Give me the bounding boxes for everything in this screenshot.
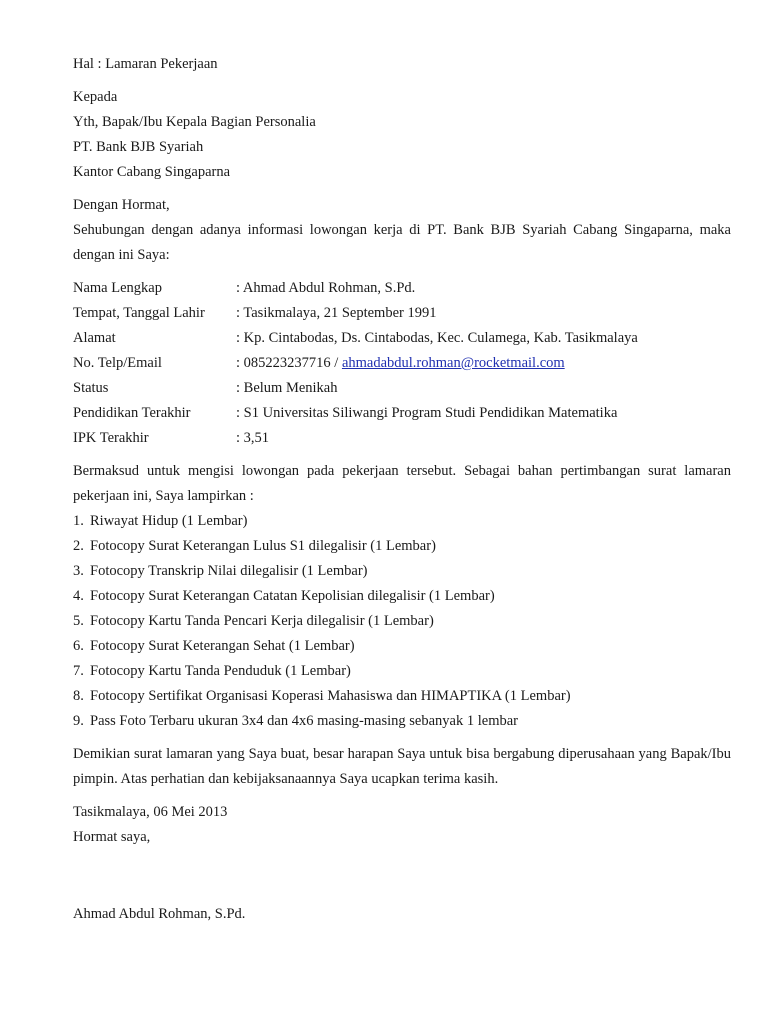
field-label: IPK Terakhir	[73, 430, 149, 446]
field-value: : Tasikmalaya, 21 September 1991	[236, 305, 437, 321]
field-label: Status	[73, 380, 109, 396]
list-number: 5.	[73, 613, 84, 629]
field-label: Alamat	[73, 330, 116, 346]
list-number: 3.	[73, 563, 84, 579]
field-label: Tempat, Tanggal Lahir	[73, 305, 205, 321]
field-label: No. Telp/Email	[73, 355, 162, 371]
list-number: 9.	[73, 713, 84, 729]
field-label: Pendidikan Terakhir	[73, 405, 191, 421]
place-date: Tasikmalaya, 06 Mei 2013	[73, 804, 228, 820]
list-item	[73, 559, 731, 584]
field-label: Nama Lengkap	[73, 280, 162, 296]
list-item	[73, 534, 731, 559]
signature-name: Ahmad Abdul Rohman, S.Pd.	[73, 906, 246, 922]
field-row	[73, 376, 731, 401]
field-row	[73, 401, 731, 426]
list-text: Riwayat Hidup (1 Lembar)	[90, 513, 248, 529]
list-item	[73, 659, 731, 684]
list-text: Fotocopy Surat Keterangan Sehat (1 Lembar)	[90, 638, 355, 654]
list-text: Pass Foto Terbaru ukuran 3x4 dan 4x6 masing-masing sebanyak 1 lembar	[90, 713, 518, 729]
field-value: : Belum Menikah	[236, 380, 338, 396]
list-text: Fotocopy Transkrip Nilai dilegalisir (1 Lembar)	[90, 563, 368, 579]
list-number: 8.	[73, 688, 84, 704]
list-item	[73, 509, 731, 534]
list-text: Fotocopy Surat Keterangan Lulus S1 dilegalisir (1 Lembar)	[90, 538, 436, 554]
recipient-line: PT. Bank BJB Syariah	[73, 139, 204, 155]
email-link[interactable]: ahmadabdul.rohman@rocketmail.com	[341, 355, 565, 371]
field-value: : Ahmad Abdul Rohman, S.Pd.	[236, 280, 416, 296]
field-row	[73, 426, 731, 451]
recipient-line: Kantor Cabang Singaparna	[73, 164, 231, 180]
phone-value: : 085223237716 /	[236, 355, 342, 371]
field-row	[73, 276, 731, 301]
purpose-paragraph: Bermaksud untuk mengisi lowongan pada pekerjaan tersebut. Sebagai bahan pertimbangan surat lamaran pekerjaan ini, Saya lampirkan :	[73, 463, 731, 504]
subject-line: Hal : Lamaran Pekerjaan	[73, 56, 218, 72]
closing-paragraph: Demikian surat lamaran yang Saya buat, besar harapan Saya untuk bisa bergabung diperusahaan yang Bapak/Ibu pimpin. Atas perhatian dan kebijaksanaannya Saya ucapkan terima kasih.	[73, 746, 731, 787]
field-value: : 3,51	[236, 430, 270, 446]
applicant-fields	[73, 276, 731, 451]
list-item	[73, 634, 731, 659]
list-number: 1.	[73, 513, 84, 529]
intro-paragraph: Sehubungan dengan adanya informasi lowongan kerja di PT. Bank BJB Syariah Cabang Singaparna, maka dengan ini Saya:	[73, 222, 731, 263]
list-item	[73, 584, 731, 609]
field-value	[236, 351, 731, 376]
field-value: : S1 Universitas Siliwangi Program Studi Pendidikan Matematika	[236, 405, 618, 421]
recipient-block	[73, 85, 731, 185]
recipient-to: Kepada	[73, 89, 118, 105]
list-item	[73, 609, 731, 634]
recipient-line: Yth, Bapak/Ibu Kepala Bagian Personalia	[73, 114, 316, 130]
list-text: Fotocopy Surat Keterangan Catatan Kepolisian dilegalisir (1 Lembar)	[90, 588, 495, 604]
list-number: 4.	[73, 588, 84, 604]
field-value: : Kp. Cintabodas, Ds. Cintabodas, Kec. Culamega, Kab. Tasikmalaya	[236, 330, 638, 346]
field-row	[73, 301, 731, 326]
field-row	[73, 351, 731, 376]
sign-off: Hormat saya,	[73, 829, 151, 845]
list-text: Fotocopy Kartu Tanda Pencari Kerja dilegalisir (1 Lembar)	[90, 613, 434, 629]
list-item	[73, 709, 731, 734]
list-number: 7.	[73, 663, 84, 679]
letter-page	[73, 52, 731, 927]
list-number: 6.	[73, 638, 84, 654]
list-number: 2.	[73, 538, 84, 554]
greeting: Dengan Hormat,	[73, 197, 170, 213]
list-item	[73, 684, 731, 709]
attachments-list	[73, 509, 731, 734]
field-row	[73, 326, 731, 351]
list-text: Fotocopy Sertifikat Organisasi Koperasi Mahasiswa dan HIMAPTIKA (1 Lembar)	[90, 688, 571, 704]
list-text: Fotocopy Kartu Tanda Penduduk (1 Lembar)	[90, 663, 351, 679]
